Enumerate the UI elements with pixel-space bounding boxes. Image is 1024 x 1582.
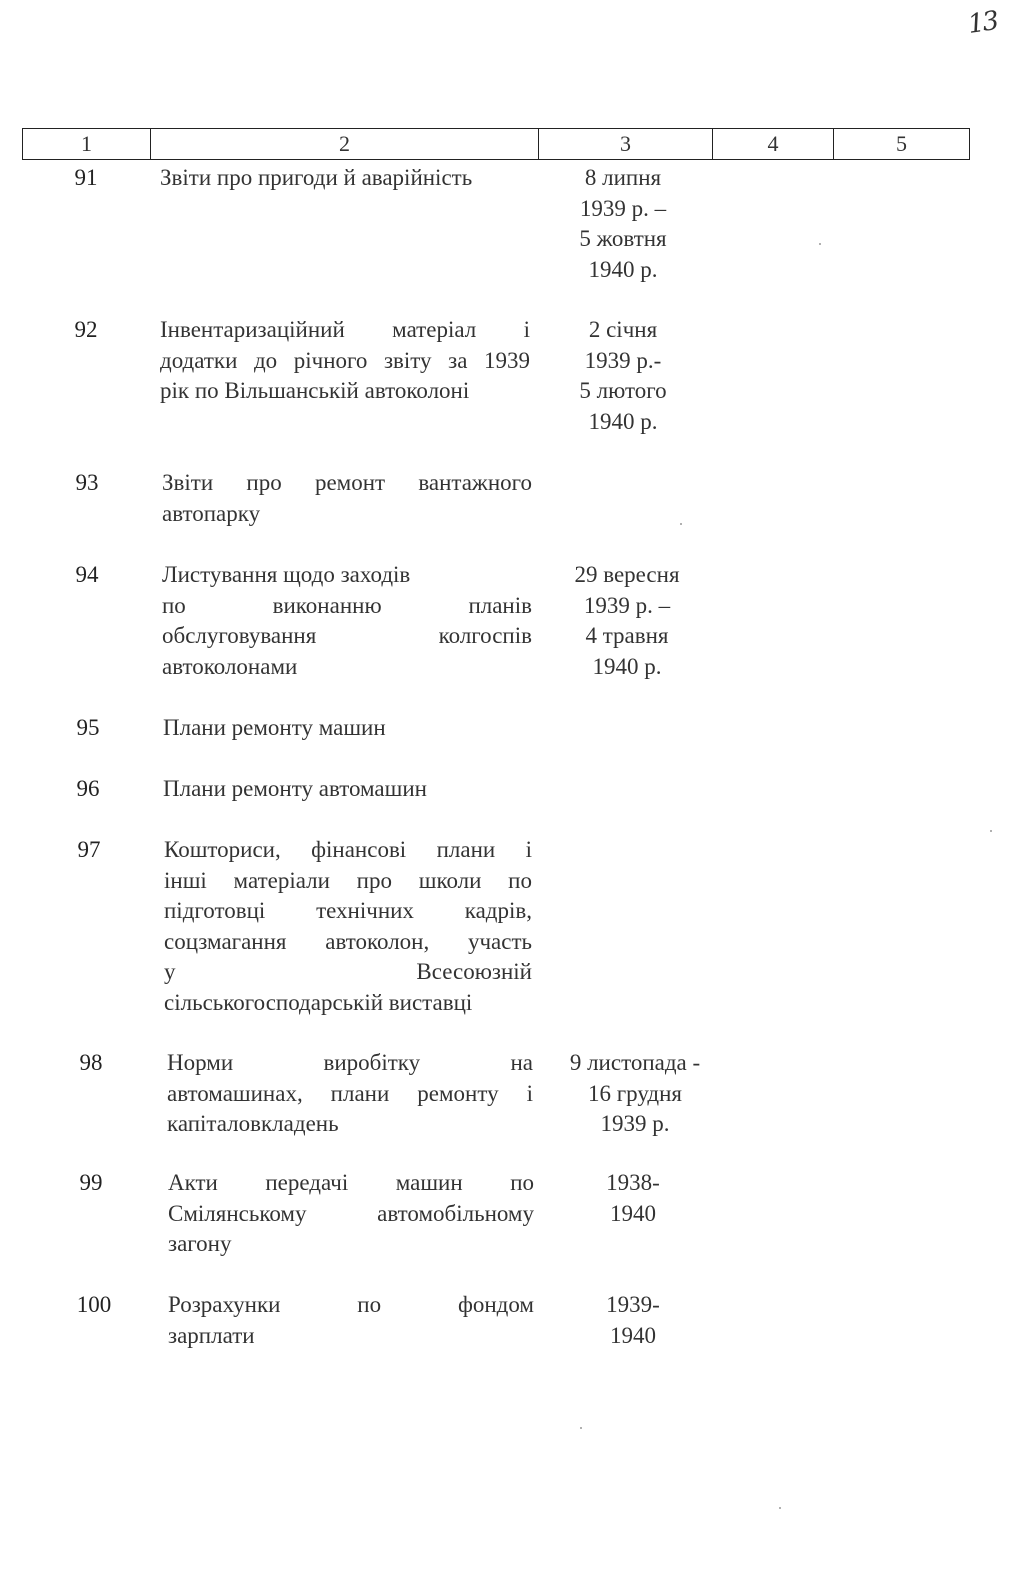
title-line: Плани ремонту машин [163,715,386,740]
row-number: 98 [79,1050,103,1075]
header-col-4: 4 [713,129,834,159]
row-number: 96 [76,776,100,801]
title-line: Розрахунки по фондом [168,1292,534,1317]
handwritten-page-number: 13 [966,6,1000,40]
table-header [22,128,970,160]
header-col-1: 1 [23,129,151,159]
row-dates [548,163,698,285]
row-number: 93 [75,470,99,495]
row-number: 100 [76,1292,112,1317]
title-line: автомашинах, плани ремонту і [167,1080,533,1106]
title-line: автоколонами [162,653,298,679]
row-title [163,774,533,805]
row-title [164,835,532,1018]
date-line: 8 липня [584,165,662,190]
title-line: автопарку [162,500,261,526]
row-title [160,315,530,407]
row-number: 94 [75,562,99,587]
date-line: 1940 [610,1322,656,1348]
row-number: 92 [74,317,98,342]
date-line: 1939 р. – [583,592,671,618]
row-title [162,560,532,682]
row-dates [548,315,698,437]
title-line: обслуговування колгоспів [162,623,532,648]
date-line: 2 січня [588,317,658,342]
row-dates [558,1290,708,1351]
row-dates [555,1048,715,1140]
row-number: 95 [76,715,100,740]
title-line: Смілянському автомобільному [168,1200,534,1226]
title-line: по виконанню планів [162,592,532,618]
row-title [160,163,530,194]
row-title [167,1048,533,1140]
title-line: Плани ремонту автомашин [163,776,427,801]
title-line: Листування щодо заходів [162,562,411,587]
row-dates [558,1168,708,1229]
header-col-3: 3 [539,129,713,159]
scan-speck [990,830,992,832]
date-line: 9 листопада - [569,1050,701,1075]
scan-speck [580,1427,582,1429]
row-number: 97 [77,837,101,862]
date-line: 1939- [606,1292,660,1317]
title-line: Звіти про ремонт вантажного [162,470,532,495]
date-line: 1938- [606,1170,660,1195]
title-line: сільськогосподарській виставці [164,989,473,1015]
title-line: Інвентаризаційний матеріал і [160,317,530,342]
date-line: 1939 р.- [584,347,662,373]
title-line: інші матеріали про школи по [164,867,532,893]
row-title [162,468,532,529]
date-line: 1940 р. [588,408,658,434]
date-line: 1939 р. [600,1111,670,1136]
title-line: підготовці технічних кадрів, [164,898,532,923]
date-line: 1939 р. – [579,195,667,221]
date-line: 5 жовтня [579,226,667,251]
date-line: 5 лютого [579,378,667,403]
title-line: загону [168,1231,232,1256]
title-line: зарплати [168,1322,255,1348]
row-title [168,1168,534,1260]
header-col-5: 5 [896,131,907,156]
header-col-2: 2 [151,129,539,159]
title-line: додатки до річного звіту за 1939 [160,347,530,373]
row-dates [552,560,702,682]
scan-speck [680,523,682,525]
date-line: 4 травня [585,623,669,648]
title-line: соцзмагання автоколон, участь [164,928,532,954]
scan-speck [819,243,821,245]
title-line: Кошториси, фінансові плани і [164,837,532,862]
title-line: капіталовкладень [167,1111,339,1136]
row-title [168,1290,534,1351]
date-line: 29 вересня [574,562,680,587]
title-line: Звіти про пригоди й аварійність [160,165,473,190]
row-title [163,713,533,744]
row-number: 99 [79,1170,103,1195]
date-line: 1940 [610,1200,656,1226]
scan-speck [779,1507,781,1509]
title-line: Акти передачі машин по [168,1170,534,1195]
date-line: 1940 р. [592,653,662,679]
title-line: рік по Вільшанській автоколоні [160,378,470,403]
date-line: 16 грудня [587,1080,683,1106]
title-line: Норми виробітку на [167,1050,533,1075]
title-line: у Всесоюзній [164,959,532,984]
row-number: 91 [74,165,98,190]
date-line: 1940 р. [588,256,658,282]
